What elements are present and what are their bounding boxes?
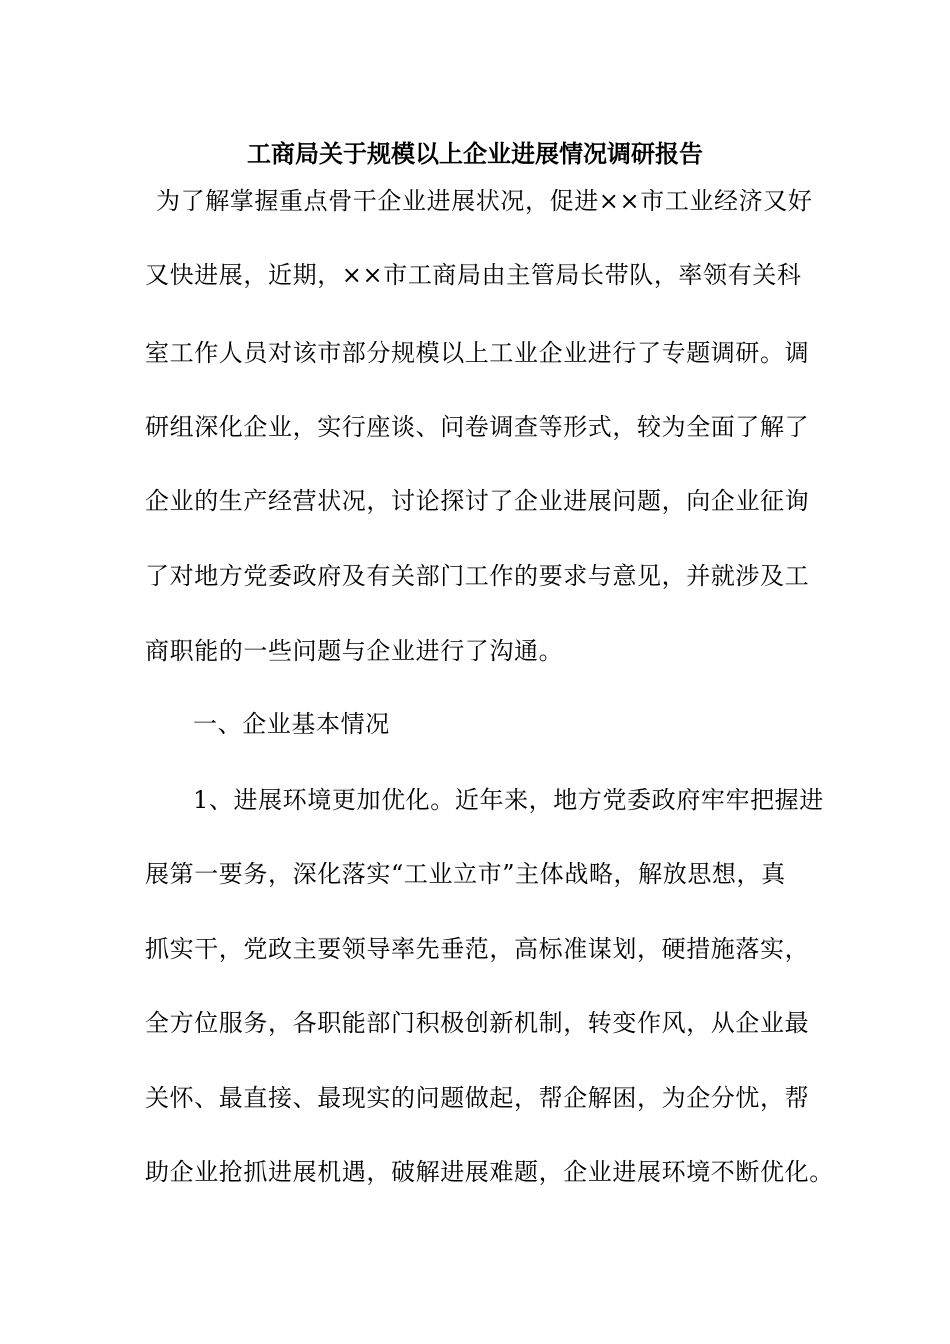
paragraph-line: 为了解掌握重点骨干企业进展状况，促进××市工业经济又好 bbox=[156, 187, 813, 215]
paragraph-line: 商职能的一些问题与企业进行了沟通。 bbox=[145, 637, 564, 665]
paragraph-line: 又快进展，近期，××市工商局由主管局长带队，率领有关科 bbox=[145, 261, 802, 289]
paragraph-line: 抓实干，党政主要领导率先垂范，高标准谋划，硬措施落实， bbox=[145, 935, 810, 963]
paragraph-line: 助企业抢抓进展机遇，破解进展难题，企业进展环境不断优化。 bbox=[145, 1158, 834, 1186]
section-heading: 一、企业基本情况 bbox=[193, 710, 390, 738]
paragraph-line: 室工作人员对该市部分规模以上工业企业进行了专题调研。调 bbox=[145, 339, 810, 367]
paragraph-line: 全方位服务，各职能部门积极创新机制，转变作风，从企业最 bbox=[145, 1009, 810, 1037]
paragraph-line: 展第一要务，深化落实“工业立市”主体战略，解放思想，真 bbox=[145, 860, 786, 888]
paragraph-line: 企业的生产经营状况，讨论探讨了企业进展问题，向企业征询 bbox=[145, 487, 810, 515]
paragraph-line: 1、进展环境更加优化。近年来，地方党委政府牢牢把握进 bbox=[193, 786, 824, 814]
paragraph-line: 研组深化企业，实行座谈、问卷调查等形式，较为全面了解了 bbox=[145, 413, 810, 441]
paragraph-line: 关怀、最直接、最现实的问题做起，帮企解困，为企分忧，帮 bbox=[145, 1084, 810, 1112]
paragraph-line: 了对地方党委政府及有关部门工作的要求与意见，并就涉及工 bbox=[145, 562, 810, 590]
document-title: 工商局关于规模以上企业进展情况调研报告 bbox=[247, 139, 703, 168]
